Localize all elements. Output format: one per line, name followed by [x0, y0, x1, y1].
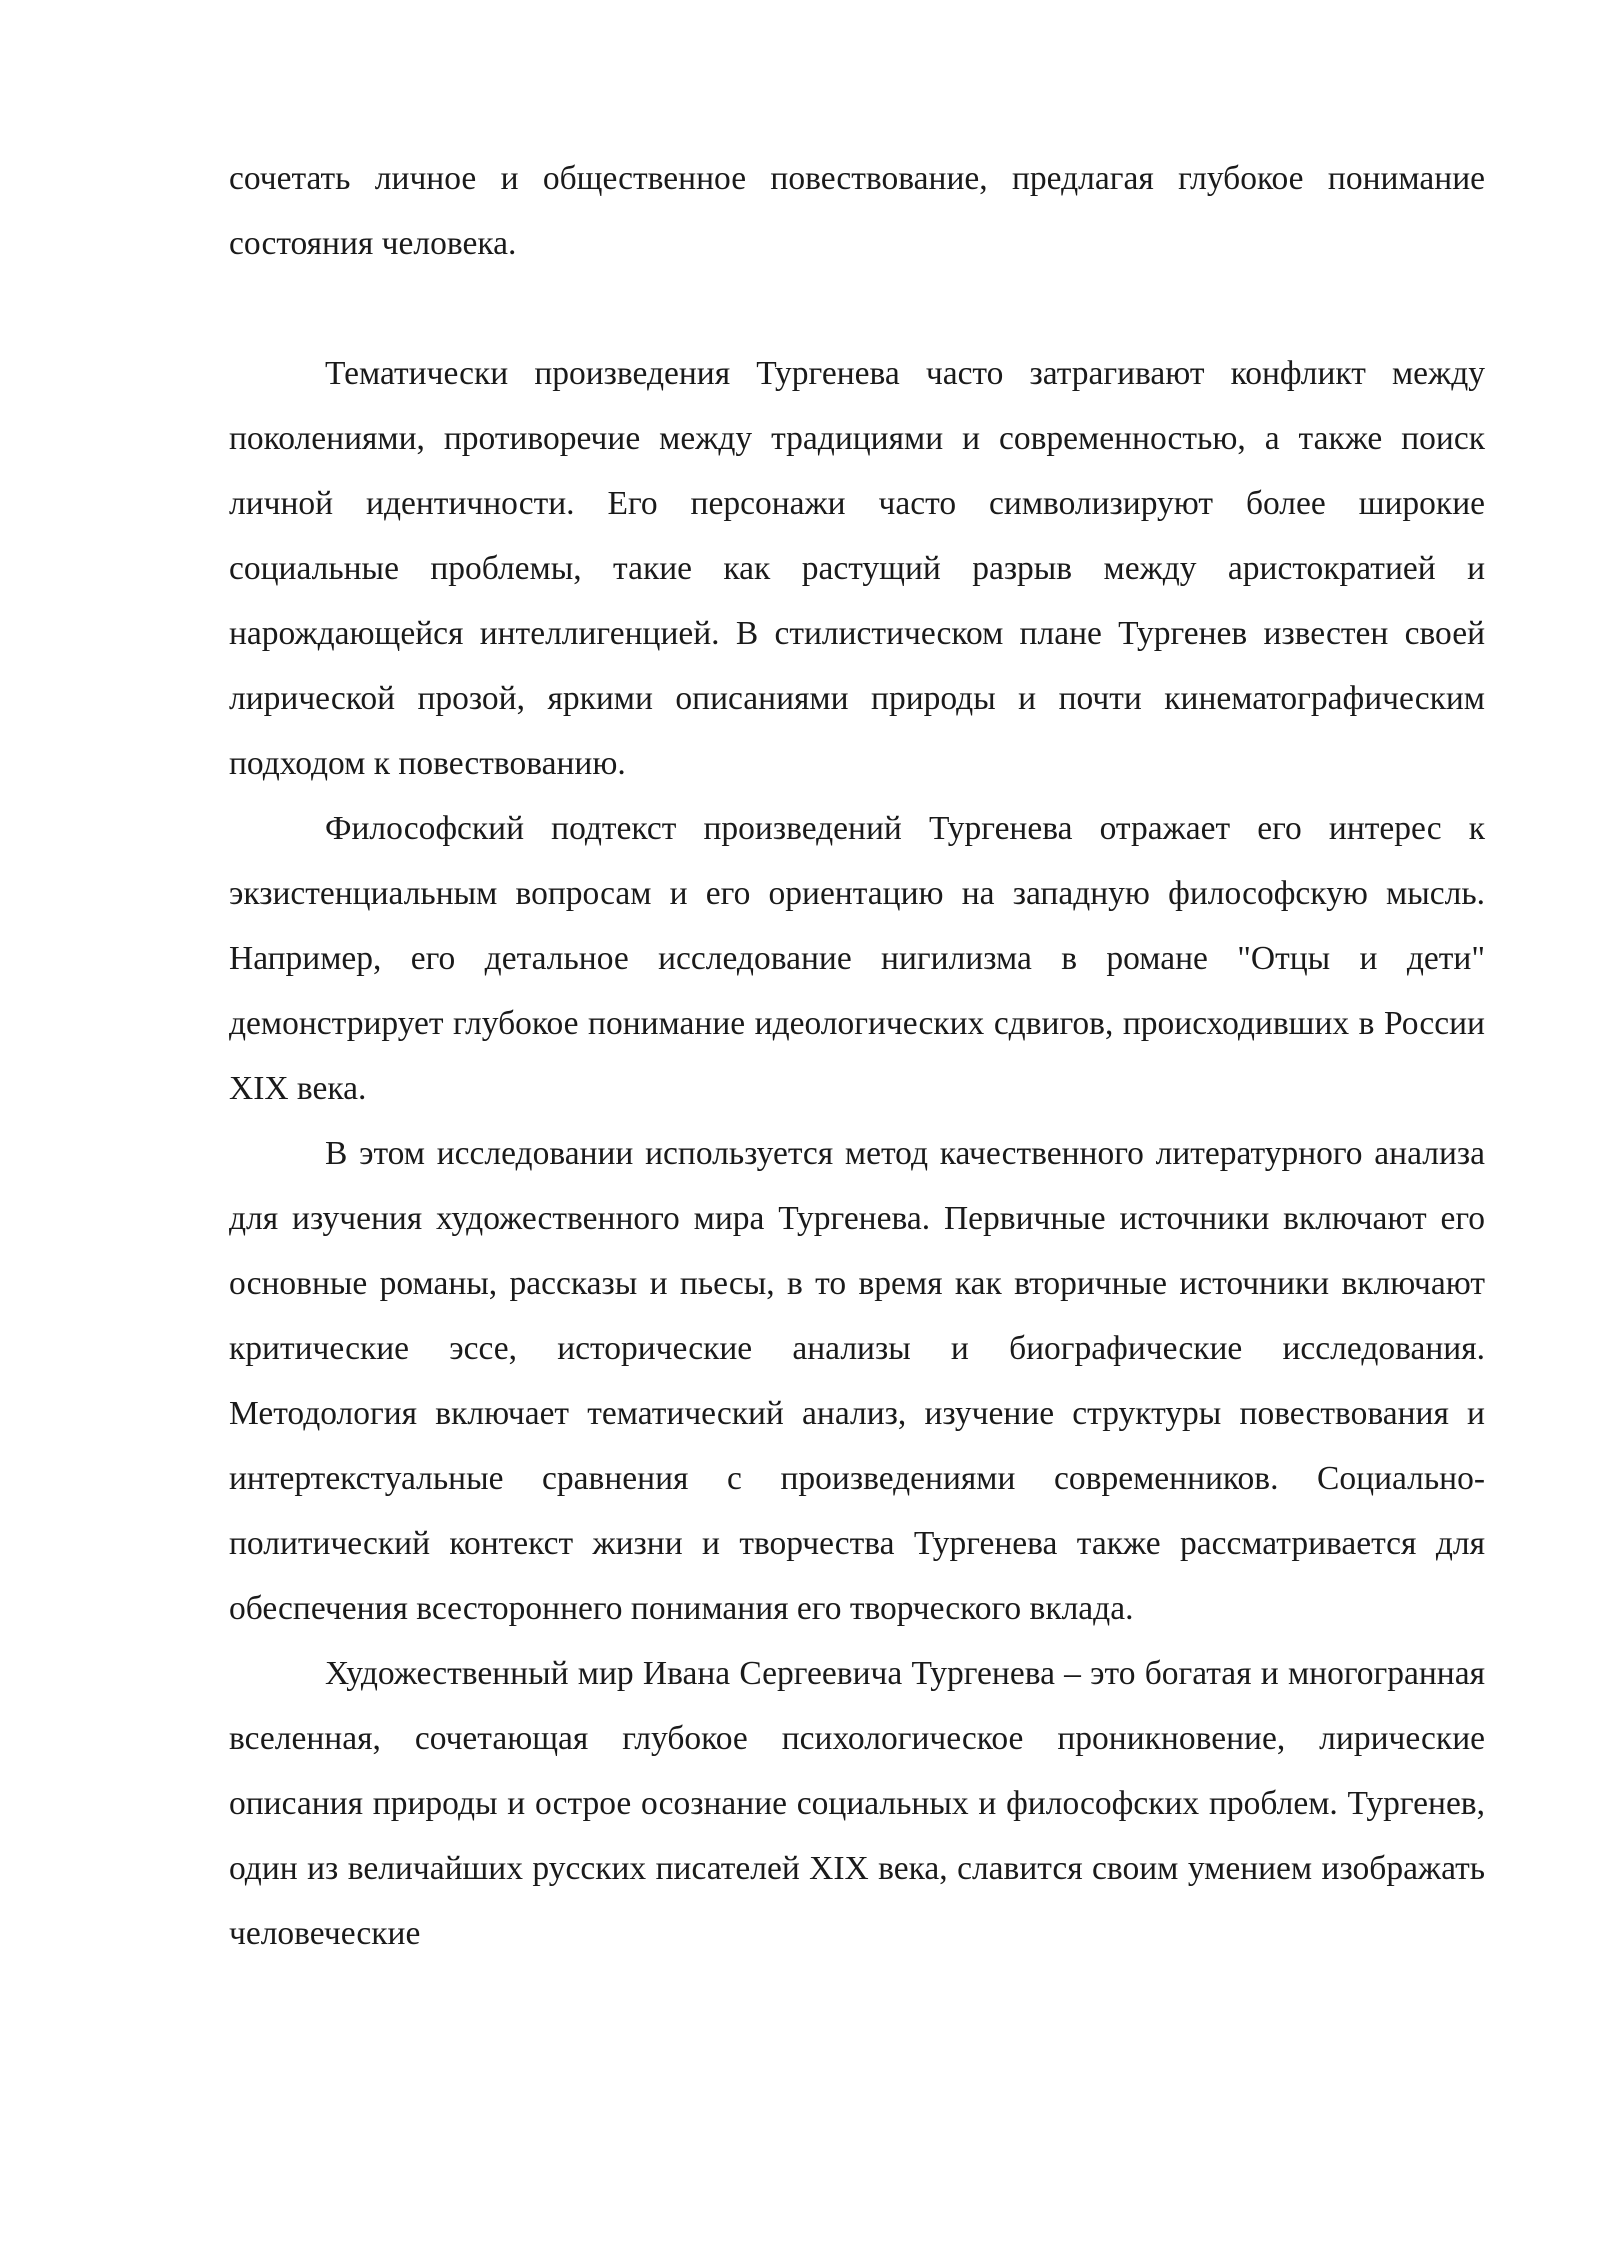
document-body	[229, 146, 1485, 1966]
paragraph-methodology: В этом исследовании используется метод качественного литературного анализа для изучения художественного мира Тургенева. Первичные источники включают его основные романы, рассказы и пьесы, в то время как вторичные источники включают критические эссе, исторические анализы и биографические исследования. Методология включает тематический анализ, изучение структуры повествования и интертекстуальные сравнения с произведениями современников. Социально-политический контекст жизни и творчества Тургенева также рассматривается для обеспечения всестороннего понимания его творческого вклада.	[229, 1135, 1485, 1627]
paragraph-continuation: сочетать личное и общественное повествование, предлагая глубокое понимание состояния человека.	[229, 160, 1485, 262]
paragraph-themes: Тематически произведения Тургенева часто затрагивают конфликт между поколениями, противоречие между традициями и современностью, а также поиск личной идентичности. Его персонажи часто символизируют более широкие социальные проблемы, такие как растущий разрыв между аристократией и нарождающейся интеллигенцией. В стилистическом плане Тургенев известен своей лирической прозой, яркими описаниями природы и почти кинематографическим подходом к повествованию.	[229, 355, 1485, 782]
paragraph-artistic-world: Художественный мир Ивана Сергеевича Тургенева – это богатая и многогранная вселенная, сочетающая глубокое психологическое проникновение, лирические описания природы и острое осознание социальных и философских проблем. Тургенев, один из величайших русских писателей XIX века, славится своим умением изображать человеческие	[229, 1655, 1485, 1952]
paragraph-philosophy: Философский подтекст произведений Тургенева отражает его интерес к экзистенциальным вопросам и его ориентацию на западную философскую мысль. Например, его детальное исследование нигилизма в романе "Отцы и дети" демонстрирует глубокое понимание идеологических сдвигов, происходивших в России XIX века.	[229, 810, 1485, 1107]
